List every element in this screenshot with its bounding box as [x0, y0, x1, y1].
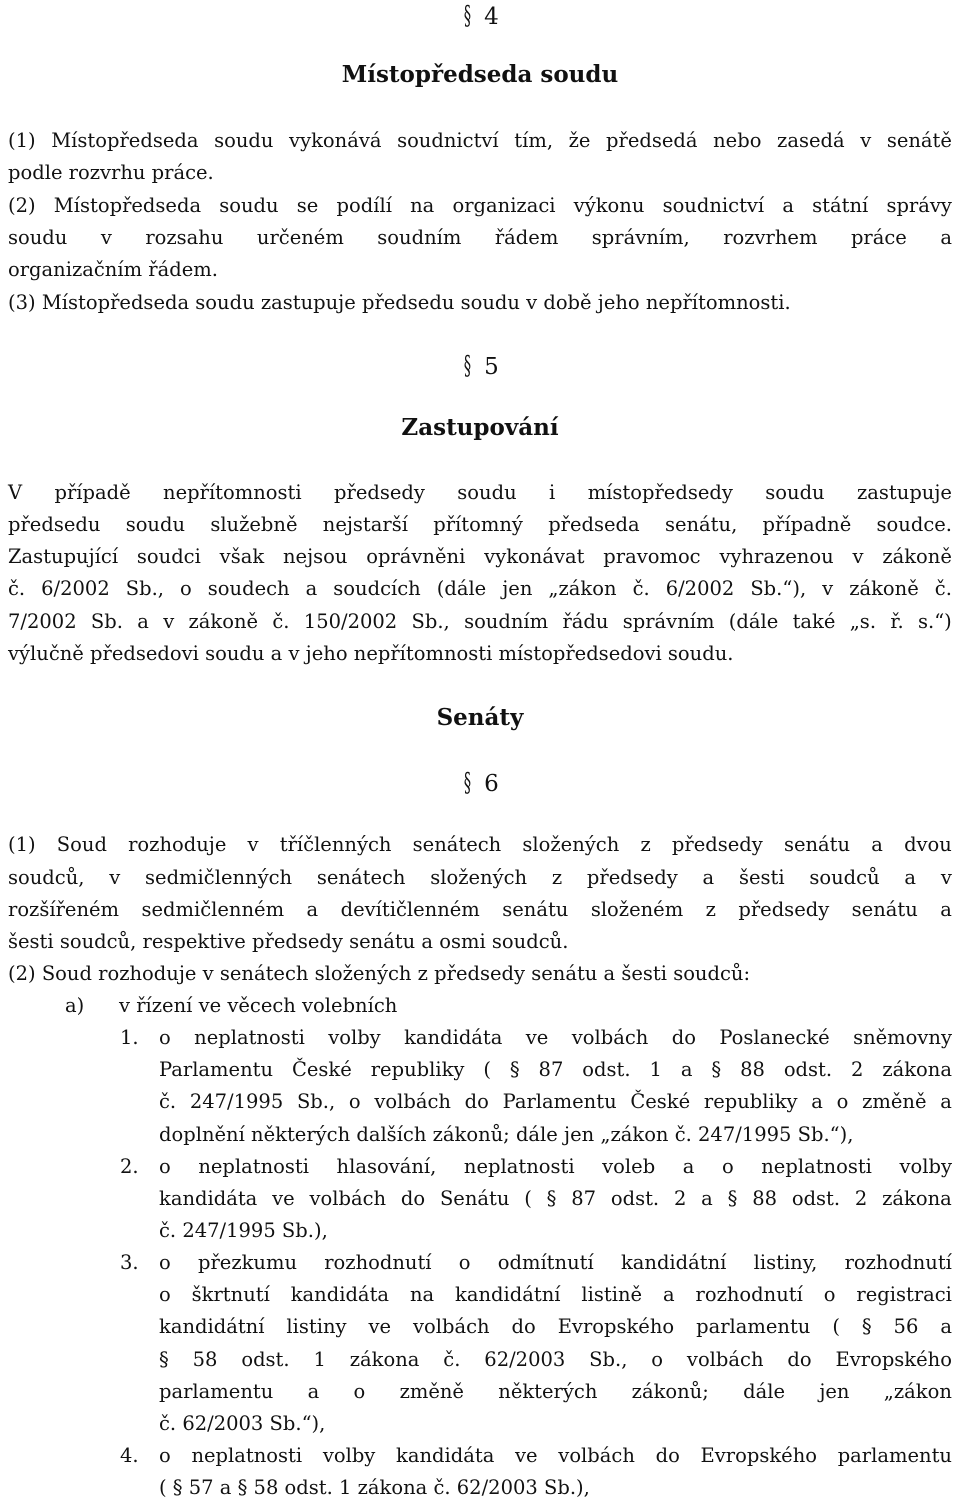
section-6-p1-line: (1) Soud rozhoduje v tříčlenných senátech složených z předsedy senátu a dvou	[8, 833, 952, 856]
list-item-line: parlamentu a o změně některých zákonů; dále jen „zákon	[159, 1379, 952, 1403]
section-4-line: (2) Místopředseda soudu se podílí na organizaci výkonu soudnictví a státní správy	[8, 194, 952, 217]
list-item-line: o neplatnosti hlasování, neplatnosti voleb a o neplatnosti volby	[159, 1155, 952, 1178]
section-4-line: soudu v rozsahu určeném soudním řádem správním, rozvrhem práce a	[8, 226, 952, 249]
section-4-heading	[0, 0, 960, 33]
section-5-line: V případě nepřítomnosti předsedy soudu i místopředsedy soudu zastupuje	[8, 481, 952, 504]
list-item-line: č. 247/1995 Sb.),	[159, 1219, 328, 1243]
section-6-heading	[0, 767, 960, 800]
section-5-line: Zastupující soudci však nejsou oprávněni vykonávat pravomoc vyhrazenou v zákoně	[8, 545, 952, 568]
list-label-a: a)	[65, 994, 85, 1017]
list-item-number: 3.	[120, 1251, 139, 1274]
section-5-line: č. 6/2002 Sb., o soudech a soudcích (dále jen „zákon č. 6/2002 Sb.“), v zákoně č.	[8, 577, 952, 600]
list-item-line: Parlamentu České republiky ( § 87 odst. 1 a § 88 odst. 2 zákona	[159, 1058, 952, 1082]
section-5-line: 7/2002 Sb. a v zákoně č. 150/2002 Sb., soudním řádu správním (dále také „s. ř. s.“)	[8, 610, 952, 633]
section-number: 4	[484, 4, 499, 30]
list-item-number: 1.	[120, 1026, 139, 1049]
list-item-line: o přezkumu rozhodnutí o odmítnutí kandidátní listiny, rozhodnutí	[159, 1251, 952, 1274]
section-6-p1-line: šesti soudců, respektive předsedy senátu a osmi soudců.	[8, 930, 569, 953]
section-sign: §	[464, 351, 472, 381]
list-item-a-text: v řízení ve věcech volebních	[119, 994, 398, 1017]
senaty-title: Senáty	[436, 704, 524, 731]
section-5-line: předsedu soudu služebně nejstarší přítomný předseda senátu, případně soudce.	[8, 513, 952, 536]
section-number: 5	[484, 354, 499, 380]
section-6-p1-line: soudců, v sedmičlenných senátech složených z předsedy a šesti soudců a v	[8, 866, 952, 889]
section-5-title: Zastupování	[401, 414, 559, 441]
list-item-number: 4.	[120, 1444, 139, 1467]
list-item-line: č. 62/2003 Sb.“),	[159, 1412, 326, 1435]
list-item-line: o neplatnosti volby kandidáta ve volbách do Poslanecké sněmovny	[159, 1026, 952, 1049]
list-item-line: kandidáta ve volbách do Senátu ( § 87 odst. 2 a § 88 odst. 2 zákona	[159, 1187, 952, 1211]
list-item-line: ( § 57 a § 58 odst. 1 zákona č. 62/2003 Sb.),	[159, 1476, 590, 1500]
section-4-line: podle rozvrhu práce.	[8, 161, 214, 184]
list-item-line: kandidátní listiny ve volbách do Evropského parlamentu ( § 56 a	[159, 1315, 952, 1339]
section-4-line: (3) Místopředseda soudu zastupuje předsedu soudu v době jeho nepřítomnosti.	[8, 291, 791, 314]
list-item-line: doplnění některých dalších zákonů; dále jen „zákon č. 247/1995 Sb.“),	[159, 1122, 854, 1146]
list-item-line: o neplatnosti volby kandidáta ve volbách do Evropského parlamentu	[159, 1444, 952, 1467]
list-item-line: č. 247/1995 Sb., o volbách do Parlamentu České republiky a o změně a	[159, 1090, 952, 1114]
section-5-heading	[0, 350, 960, 383]
section-5-line: výlučně předsedovi soudu a v jeho nepřítomnosti místopředsedovi soudu.	[8, 642, 734, 665]
section-6-p1-line: rozšířeném sedmičlenném a devítičlenném senátu složeném z předsedy senátu a	[8, 898, 952, 921]
list-item-number: 2.	[120, 1155, 139, 1178]
list-item-line: § 58 odst. 1 zákona č. 62/2003 Sb., o volbách do Evropského	[159, 1347, 952, 1371]
section-number: 6	[484, 771, 499, 797]
section-4-title: Místopředseda soudu	[341, 61, 619, 88]
section-4-line: organizačním řádem.	[8, 258, 218, 281]
list-item-line: o škrtnutí kandidáta na kandidátní listině a rozhodnutí o registraci	[159, 1283, 952, 1307]
section-4-line: (1) Místopředseda soudu vykonává soudnictví tím, že předsedá nebo zasedá v senátě	[8, 129, 952, 152]
section-sign: §	[464, 768, 472, 798]
section-6-paragraph-2: (2) Soud rozhoduje v senátech složených z předsedy senátu a šesti soudců:	[8, 962, 751, 985]
section-sign: §	[464, 1, 472, 31]
